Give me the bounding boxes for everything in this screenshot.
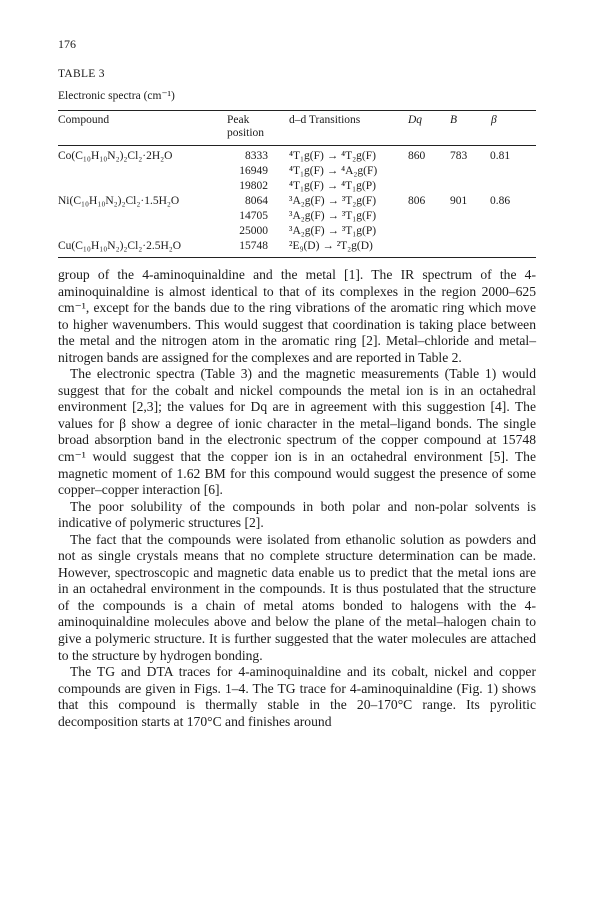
peak-value: 19802 <box>239 180 268 192</box>
b-value: 901 <box>450 195 468 207</box>
header-dq: Dq <box>408 114 423 126</box>
header-beta: β <box>491 114 497 126</box>
transition: ²E₉(D) → ²T₂g(D) <box>289 240 373 252</box>
dq-value: 806 <box>408 195 426 207</box>
beta-value: 0.81 <box>490 150 511 162</box>
transition: ⁴T₁g(F) → ⁴A₂g(F) <box>289 165 378 177</box>
peak-value: 8333 <box>245 150 268 162</box>
peak-value: 25000 <box>239 225 268 237</box>
paragraph: The poor solubility of the compounds in both polar and non-polar solvents is indicative of polymeric structures [2]. <box>58 498 536 531</box>
peak-value: 14705 <box>239 210 268 222</box>
table-top-rule <box>58 110 536 111</box>
page-number: 176 <box>58 37 76 51</box>
paragraph: group of the 4-aminoquinaldine and the metal [1]. The IR spectrum of the 4-aminoquinaldine is almost identical to that of its complexes in the region 2000–625 cm⁻¹, except for the bands due to the ring vibrations of the aromatic ring which move to higher wavenumbers. This would suggest that coordination is taking place between the metal and the nitrogen atom in the aromatic ring [2]. Metal–chloride and metal–nitrogen bands are assigned for the complexes and are reported in Table 2. <box>58 267 536 365</box>
transition: ⁴T₁g(F) → ⁴T₂g(F) <box>289 150 376 162</box>
header-compound: Compound <box>58 114 110 126</box>
header-peak-position: Peak position <box>227 114 265 139</box>
transition: ³A₂g(F) → ³T₁g(F) <box>289 210 377 222</box>
table-header-rule <box>58 145 536 146</box>
table-label: TABLE 3 <box>58 68 105 80</box>
table-bottom-rule <box>58 257 536 258</box>
header-b: B <box>450 114 458 126</box>
transition: ⁴T₁g(F) → ⁴T₁g(P) <box>289 180 376 192</box>
compound-cell: Cu(C₁₀H₁₀N₂)₂Cl₂·2.5H₂O <box>58 240 182 252</box>
transition: ³A₂g(F) → ³T₂g(F) <box>289 195 377 207</box>
b-value: 783 <box>450 150 468 162</box>
table-caption: Electronic spectra (cm⁻¹) <box>58 90 175 102</box>
compound-cell: Ni(C₁₀H₁₀N₂)₂Cl₂·1.5H₂O <box>58 195 180 207</box>
paragraph: The TG and DTA traces for 4-aminoquinaldine and its cobalt, nickel and copper compounds are given in Figs. 1–4. The TG trace for 4-aminoquinaldine (Fig. 1) shows that this compound is thermally stable in the 20–170°C range. Its pyrolitic decomposition starts at 170°C and finishes around <box>58 664 536 729</box>
body-text <box>58 267 536 730</box>
paragraph: The electronic spectra (Table 3) and the magnetic measurements (Table 1) would suggest that for the cobalt and nickel compounds the metal ion is in an octahedral environment [2,3]; the values for Dq are in agreement with this suggestion [4]. The values for β show a degree of ionic character in the metal–ligand bonds. The single broad absorption band in the electronic spectrum of the copper compound at 15748 cm⁻¹ would suggest that the copper ion is in an octahedral environment [5]. The magnetic moment of 1.62 BM for this compound would suggest the presence of some copper–copper interaction [6]. <box>58 366 536 498</box>
peak-value: 16949 <box>239 165 268 177</box>
peak-value: 8064 <box>245 195 268 207</box>
beta-value: 0.86 <box>490 195 511 207</box>
header-transitions: d–d Transitions <box>289 114 361 126</box>
dq-value: 860 <box>408 150 426 162</box>
transition: ³A₂g(F) → ³T₁g(P) <box>289 225 377 237</box>
paragraph: The fact that the compounds were isolated from ethanolic solution as powders and not as single crystals means that no complete structure determination can be made. However, spectroscopic and magnetic data enable us to predict that the metal ions are in an octahedral environment in the compounds. It is thus postulated that the structure of the compounds is a chain of metal atoms bonded to halogens with the 4-aminoquinaldine molecules above and below the plane of the metal–halogen chain to give a polymeric structure. It is further suggested that the water molecules are attached to the structure by hydrogen bonding. <box>58 531 536 663</box>
peak-value: 15748 <box>239 240 268 252</box>
compound-cell: Co(C₁₀H₁₀N₂)₂Cl₂·2H₂O <box>58 150 173 162</box>
